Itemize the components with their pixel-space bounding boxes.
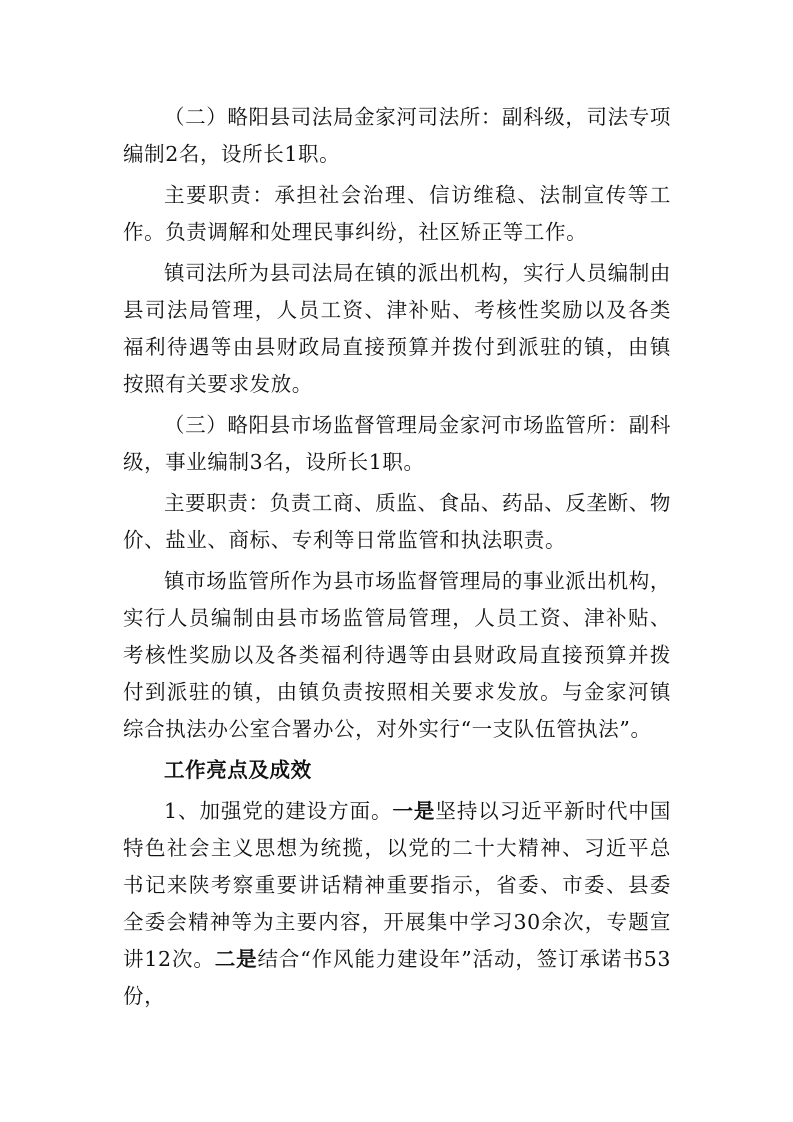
- bold-marker-second: 二是: [214, 947, 258, 971]
- item-intro: 1、加强党的建设方面。: [164, 799, 393, 823]
- paragraph-judicial-office: （二）略阳县司法局金家河司法所：副科级，司法专项编制2名，设所长1职。: [123, 105, 671, 166]
- paragraph-market-office: （三）略阳县市场监督管理局金家河市场监管所：副科级，事业编制3名，设所长1职。: [123, 413, 671, 474]
- paragraph-judicial-management: 镇司法所为县司法局在镇的派出机构，实行人员编制由县司法局管理，人员工资、津补贴、考核性奖励以及各类福利待遇等由县财政局直接预算并拨付到派驻的镇，由镇按照有关要求发放。: [123, 261, 671, 396]
- paragraph-market-management: 镇市场监管所作为县市场监督管理局的事业派出机构，实行人员编制由县市场监管局管理，人员工资、津补贴、考核性奖励以及各类福利待遇等由县财政局直接预算并拨付到派驻的镇，由镇负责按照相关要求发放。与金家河镇综合执法办公室合署办公，对外实行“一支队伍管执法”。: [123, 569, 671, 741]
- item-text-first: 坚持以习近平新时代中国特色社会主义思想为统揽，以党的二十大精神、习近平总书记来陕考察重要讲话精神重要指示，省委、市委、县委全委会精神等为主要内容，开展集中学习30余次，专题宣讲12次。: [123, 799, 671, 971]
- bold-marker-first: 一是: [392, 799, 436, 823]
- document-page: [123, 99, 671, 1019]
- item-text-second: 结合“作风能力建设年”活动，签订承诺书53份，: [123, 947, 671, 1008]
- section-heading: 工作亮点及成效: [164, 758, 312, 782]
- paragraph-judicial-duties: 主要职责：承担社会治理、信访维稳、法制宣传等工作。负责调解和处理民事纠纷，社区矫正等工作。: [123, 183, 671, 244]
- paragraph-market-duties: 主要职责：负责工商、质监、食品、药品、反垄断、物价、盐业、商标、专利等日常监管和执法职责。: [123, 491, 671, 552]
- paragraph-party-building: [123, 793, 671, 1015]
